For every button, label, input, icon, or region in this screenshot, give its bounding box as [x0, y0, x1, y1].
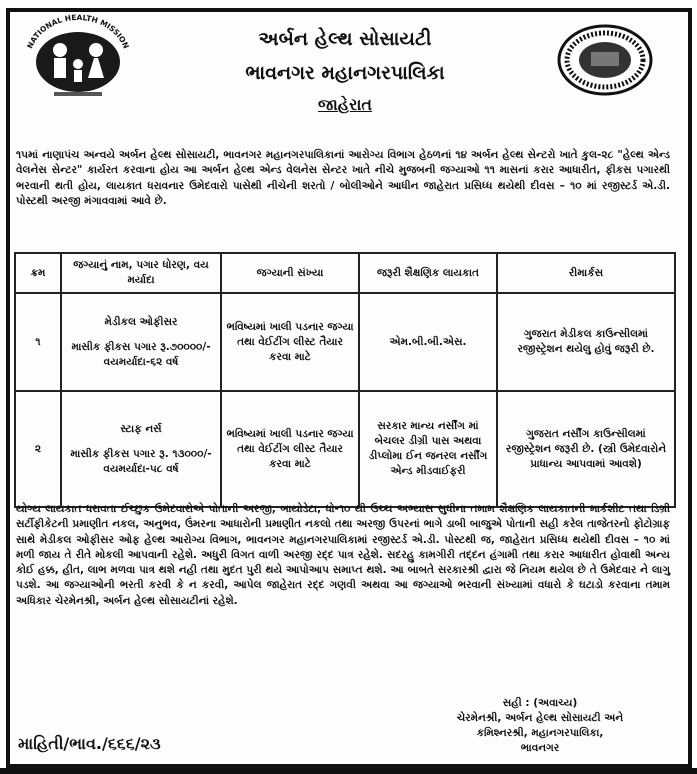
row-no: ૨ [15, 391, 61, 507]
signatory-title-2: કમિશ્નરશ્રી, મહાનગરપાલિકા, [476, 727, 604, 739]
bottom-divider [0, 768, 697, 774]
age-limit: વયમર્યાદા-૫૮ વર્ષ [103, 462, 179, 475]
vacancy-table [14, 252, 676, 508]
count-cell: ભવિષ્યમાં ખાલી પડનાર જગ્યા તથા વેઈટીંગ લીસ્ટ તૈયાર કરવા માટે [221, 293, 359, 391]
municipality-name: ભાવનગર મહાનગરપાલિકા [245, 62, 445, 84]
post-cell [61, 293, 221, 391]
qualification-cell: સરકાર માન્ય નર્સીંગ માં બેચલર ડીગ્રી પાસ અથવા ડીપ્લોમા ઈન જનરલ નર્સીંગ એન્ડ મીડવાઈફરી [359, 391, 497, 507]
age-limit: વયમર્યાદા-૬૨ વર્ષ [103, 355, 179, 368]
municipal-corporation-seal [555, 22, 655, 98]
col-header-no: ક્રમ [15, 253, 61, 293]
notice-title: જાહેરાત [318, 95, 372, 114]
signature-line: સહી : (અવાચ્ય) [502, 697, 578, 709]
salary: માસીક ફીકસ પગાર રૂ. ૧૩૦૦૦/- [70, 447, 212, 460]
row-no: ૧ [15, 293, 61, 391]
remarks-cell: ગુજરાત નર્સીંગ કાઉન્સીલમાં રજીસ્ટ્રેશન જરૂરી છે. (સ્ત્રી ઉમેદવારોને પ્રાધાન્ય આપવામાં આવશે) [497, 391, 675, 507]
post-name: મેડીકલ ઓફીસર [104, 315, 178, 328]
col-header-post: જગ્યાનું નામ, પગાર ધોરણ, વય મર્યાદા [61, 253, 221, 293]
salary: માસીક ફીકસ પગાર રૂ.૭૦૦૦૦/- [71, 340, 211, 353]
signatory-city: ભાવનગર [520, 742, 560, 754]
post-cell [61, 391, 221, 507]
table-row [15, 391, 675, 507]
post-name: સ્ટાફ નર્સ [120, 422, 162, 435]
national-health-mission-logo [22, 10, 134, 98]
conditions-paragraph: યોગ્ય લાયકાત ધરાવતા ઈચ્છુક ઉમેદવારોએ પોતાની અરજી, બાયોડેટા, ધો-૧૦ થી ઉચ્ચ અભ્યાસ સુધીના તમામ શૈક્ષણિક લાયકાતની માર્કશીટ તથા ડિગ્રી સર્ટીફીકેટની પ્રમાણીત નકલ, અનુભવ, ઉંમરના આધારોની પ્રમાણીત નકલો તથા અરજી ઉપરનાં ભાગે ડાબી બાજુએ પોતાની સહી કરેલ તાજેતરનો ફોટોગ્રાફ સાથે મેડીકલ ઓફીસર ઓફ હેલ્થ આરોગ્ય વિભાગ, ભાવનગર મહાનગરપાલિકામાં રજીસ્ટર્ડ એ.ડી. પોસ્ટથી જ, જાહેરાત પ્રસિધ્ધ થયેથી દીવસ – ૧૦ માં મળી જાય તે રીતે મોકલી આપવાની રહેશે. અધુરી વિગત વાળી અરજી રદ્દ પાત્ર રહેશે. સદરહુ કામગીરી તદ્દન હંગામી તથા કરાર આધારીત હોવાથી અન્ય કોઈ હક્ક, હીત, લાભ મળવા પાત્ર થશે નહી તથા મુદત પુરી થયે આપોઆપ સમાપ્ત થશે. આ બાબતે સરકારશ્રી દ્વારા જે નિયમ થયેલ છે તે ઉમેદવાર ને લાગુ પડશે. આ જગ્યાઓની ભરતી કરવી કે ન કરવી, આપેલ જાહેરાત રદ્દ ગણવી અથવા આ જગ્યાઓ ભરવાની સંખ્યામાં વધારો કે ઘટાડો કરવાના તમામ અધિકાર ચેરમેનશ્રી, અર્બન હેલ્થ સોસાયટીનાં રહેશે. [16, 503, 670, 607]
reference-number: માહિતી/ભાવ./૬૬૬/૨૩ [18, 734, 161, 753]
col-header-remarks: રીમાર્કસ [497, 253, 675, 293]
qualification-cell: એમ.બી.બી.એસ. [359, 293, 497, 391]
intro-paragraph: ૧૫માં નાણાપંચ અન્વયે અર્બન હેલ્થ સોસાયટી, ભાવનગર મહાનગરપાલિકાનાં આરોગ્ય વિભાગ હેઠળનાં ૧૪ અર્બન હેલ્થ સેન્ટરો ખાતે કુલ-૨૮ "હેલ્થ એન્ડ વેલનેસ સેન્ટર" કાર્યરત કરવાના હોય આ અર્બન હેલ્થ એન્ડ વેલનેસ સેન્ટર ખાતે નીચે મુજબની જગ્યાઓ ૧૧ માસનાં કરાર આધારીત, ફીકસ પગારથી ભરવાની થતી હોય, લાયકાત ધરાવનાર ઉમેદવારો પાસેથી નીચેની શરતો / બોલીઓને આધીન જાહેરાત પ્રસિધ્ધ થયેથી દીવસ – ૧૦ માં રજીસ્ટર્ડ એ.ડી. પોસ્ટથી અરજી મંગાવવામાં આવે છે. [16, 149, 670, 207]
table-row [15, 293, 675, 391]
count-cell: ભવિષ્યમાં ખાલી પડનાર જગ્યા તથા વેઈટીંગ લીસ્ટ તૈયાર કરવા માટે [221, 391, 359, 507]
remarks-cell: ગુજરાત મેડીકલ કાઉન્સીલમાં રજીસ્ટ્રેશન થયેલુ હોવું જરૂરી છે. [497, 293, 675, 391]
table-header-row [15, 253, 675, 293]
col-header-qualification: જરૂરી શૈક્ષણિક લાયકાત [359, 253, 497, 293]
col-header-count: જગ્યાની સંખ્યા [221, 253, 359, 293]
org-name: અર્બન હેલ્થ સોસાયટી [258, 28, 432, 50]
signature-block [410, 696, 670, 756]
left-logo-text: NATIONAL HEALTH MISSION [25, 12, 131, 50]
signatory-title: ચેરમેનશ્રી, અર્બન હેલ્થ સોસાયટી અને [456, 712, 624, 724]
